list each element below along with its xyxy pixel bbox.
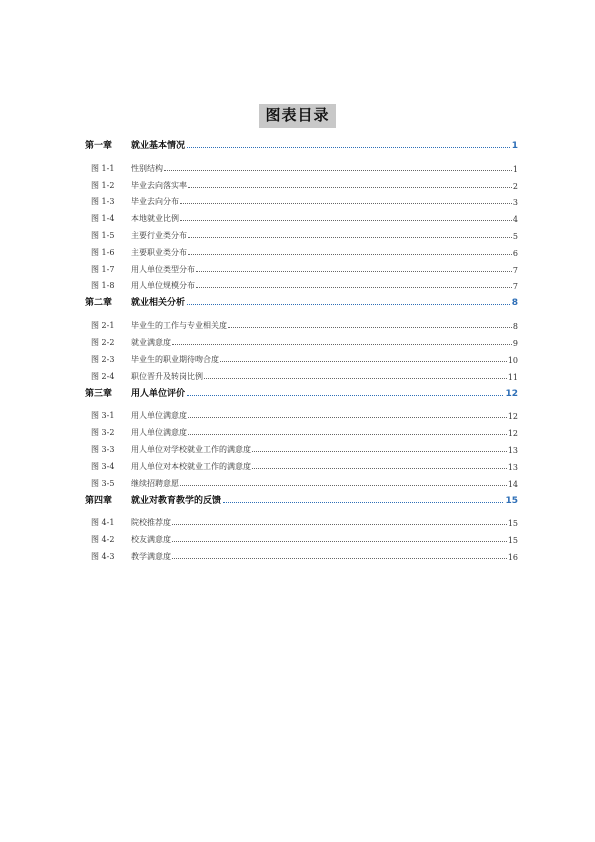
dot-leader (188, 417, 507, 418)
chapter-block (85, 489, 518, 562)
figure-title: 毕业去向落实率 (131, 180, 187, 190)
figure-number: 图 1-3 (91, 197, 115, 207)
figure-entry[interactable] (85, 472, 518, 489)
dot-leader (172, 344, 512, 345)
chapter-page-number: 8 (511, 298, 518, 309)
title-wrapper (0, 104, 595, 128)
figure-title: 教学满意度 (131, 551, 171, 561)
figure-page-number: 4 (512, 215, 518, 225)
figure-title: 就业满意度 (131, 337, 171, 347)
figure-list (85, 157, 518, 291)
figure-title: 继续招聘意愿 (131, 478, 179, 488)
dot-leader (164, 170, 512, 171)
figure-number: 图 1-8 (91, 281, 115, 291)
figure-entry[interactable] (85, 207, 518, 224)
dot-leader (172, 524, 507, 525)
dot-leader (172, 558, 507, 559)
figure-entry[interactable] (85, 174, 518, 191)
figure-title: 用人单位类型分布 (131, 264, 195, 274)
chapter-page-number: 12 (505, 388, 518, 399)
figure-number: 图 4-1 (91, 518, 115, 528)
figure-page-number: 15 (507, 536, 518, 546)
figure-page-number: 1 (512, 164, 518, 174)
dot-leader (188, 237, 512, 238)
chapter-title: 就业基本情况 (131, 141, 186, 151)
figure-number: 图 3-1 (91, 411, 115, 421)
figure-entry[interactable] (85, 224, 518, 241)
figure-title: 毕业去向分布 (131, 197, 179, 207)
figure-page-number: 15 (507, 519, 518, 529)
figure-entry[interactable] (85, 545, 518, 562)
figure-entry[interactable] (85, 157, 518, 174)
figure-number: 图 1-6 (91, 247, 115, 257)
figure-number: 图 3-2 (91, 428, 115, 438)
figure-number: 图 3-5 (91, 478, 115, 488)
figure-page-number: 7 (512, 282, 518, 292)
figure-number: 图 1-4 (91, 214, 115, 224)
dot-leader (204, 378, 507, 379)
dot-leader (180, 220, 512, 221)
figure-number: 图 4-3 (91, 551, 115, 561)
dot-leader (187, 304, 510, 305)
figure-entry[interactable] (85, 512, 518, 529)
figure-entry[interactable] (85, 314, 518, 331)
figure-entry[interactable] (85, 405, 518, 422)
chapter-page-number: 15 (505, 495, 518, 506)
figure-page-number: 10 (507, 355, 518, 365)
figure-entry[interactable] (85, 275, 518, 292)
dot-leader (188, 254, 512, 255)
figure-title: 用人单位对学校就业工作的满意度 (131, 444, 251, 454)
figure-title: 职位晋升及转岗比例 (131, 371, 203, 381)
chapter-title: 就业对教育教学的反馈 (131, 495, 222, 506)
chapter-page-number: 1 (511, 141, 518, 151)
dot-leader (180, 485, 507, 486)
figure-title: 用人单位规模分布 (131, 281, 195, 291)
figure-entry[interactable] (85, 528, 518, 545)
figure-title: 性别结构 (131, 163, 163, 173)
figure-number: 图 1-5 (91, 230, 115, 240)
figure-entry[interactable] (85, 331, 518, 348)
figure-page-number: 13 (507, 445, 518, 455)
chapter-entry[interactable] (85, 291, 518, 308)
chapter-number: 第二章 (85, 298, 113, 309)
figure-page-number: 5 (512, 231, 518, 241)
figure-page-number: 6 (512, 248, 518, 258)
figure-page-number: 7 (512, 265, 518, 275)
figure-page-number: 8 (512, 322, 518, 332)
chapter-title: 用人单位评价 (131, 388, 186, 399)
figure-title: 主要行业类分布 (131, 230, 187, 240)
dot-leader (252, 451, 507, 452)
figure-list (85, 314, 518, 381)
table-of-figures (85, 134, 518, 562)
dot-leader (187, 395, 503, 396)
dot-leader (196, 271, 512, 272)
page-title: 图表目录 (259, 104, 335, 128)
figure-number: 图 2-4 (91, 371, 115, 381)
figure-entry[interactable] (85, 191, 518, 208)
figure-page-number: 3 (512, 198, 518, 208)
dot-leader (187, 147, 510, 148)
figure-page-number: 12 (507, 412, 518, 422)
dot-leader (252, 468, 507, 469)
dot-leader (228, 327, 512, 328)
figure-number: 图 2-3 (91, 354, 115, 364)
figure-page-number: 14 (507, 479, 518, 489)
chapter-title: 就业相关分析 (131, 298, 186, 309)
figure-entry[interactable] (85, 258, 518, 275)
dot-leader (188, 187, 512, 188)
figure-number: 图 4-2 (91, 535, 115, 545)
chapter-block (85, 134, 518, 291)
figure-title: 用人单位满意度 (131, 411, 187, 421)
dot-leader (196, 287, 512, 288)
chapter-number: 第四章 (85, 495, 113, 506)
figure-title: 校友满意度 (131, 535, 171, 545)
figure-title: 院校推荐度 (131, 518, 171, 528)
figure-page-number: 13 (507, 462, 518, 472)
figure-title: 用人单位对本校就业工作的满意度 (131, 461, 251, 471)
dot-leader (223, 502, 503, 503)
chapter-number: 第一章 (85, 141, 113, 151)
figure-number: 图 1-2 (91, 180, 115, 190)
figure-entry[interactable] (85, 241, 518, 258)
figure-title: 毕业生的职业期待吻合度 (131, 354, 219, 364)
figure-entry[interactable] (85, 421, 518, 438)
figure-page-number: 16 (507, 552, 518, 562)
figure-number: 图 2-1 (91, 321, 115, 331)
figure-page-number: 9 (512, 338, 518, 348)
chapter-entry[interactable] (85, 382, 518, 399)
dot-leader (220, 361, 507, 362)
figure-title: 本地就业比例 (131, 214, 179, 224)
figure-number: 图 1-1 (91, 163, 115, 173)
figure-entry[interactable] (85, 438, 518, 455)
figure-page-number: 11 (507, 372, 518, 382)
figure-list (85, 405, 518, 489)
dot-leader (172, 541, 507, 542)
figure-number: 图 2-2 (91, 337, 115, 347)
figure-title: 用人单位满意度 (131, 428, 187, 438)
figure-entry[interactable] (85, 365, 518, 382)
chapter-entry[interactable] (85, 134, 518, 151)
figure-list (85, 512, 518, 562)
figure-number: 图 3-3 (91, 444, 115, 454)
chapter-block (85, 382, 518, 489)
figure-page-number: 12 (507, 429, 518, 439)
figure-number: 图 3-4 (91, 461, 115, 471)
chapter-number: 第三章 (85, 388, 113, 399)
chapter-block (85, 291, 518, 381)
figure-entry[interactable] (85, 455, 518, 472)
dot-leader (180, 203, 512, 204)
figure-number: 图 1-7 (91, 264, 115, 274)
chapter-entry[interactable] (85, 489, 518, 506)
figure-page-number: 2 (512, 181, 518, 191)
figure-entry[interactable] (85, 348, 518, 365)
figure-title: 毕业生的工作与专业相关度 (131, 321, 227, 331)
dot-leader (188, 434, 507, 435)
figure-title: 主要职业类分布 (131, 247, 187, 257)
